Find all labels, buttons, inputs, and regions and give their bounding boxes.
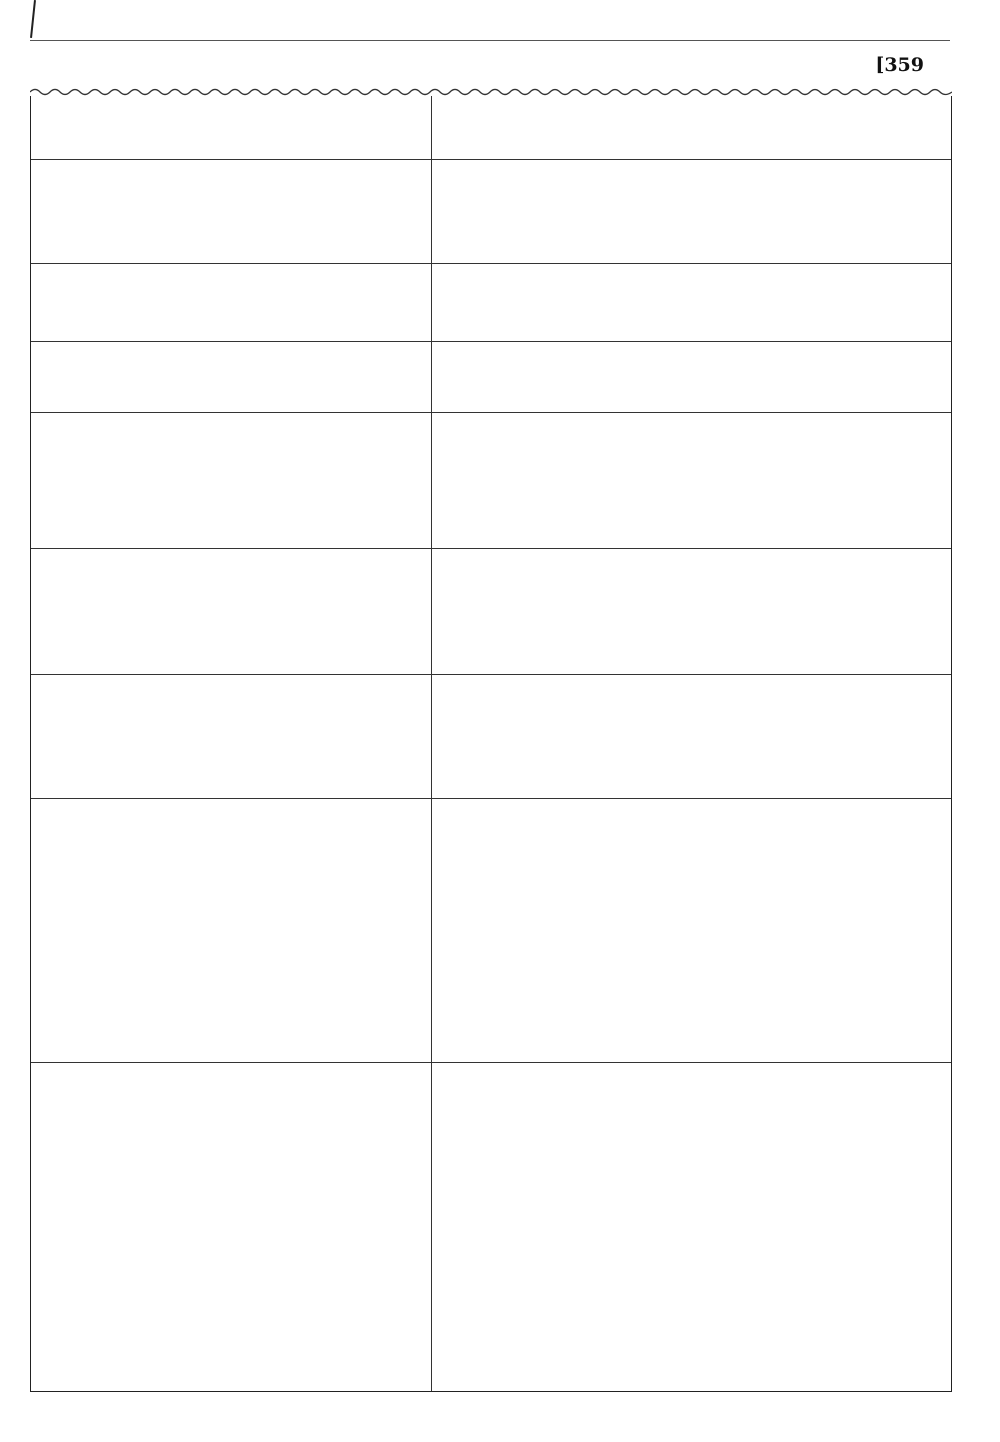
row-divider	[31, 159, 951, 160]
top-rule	[30, 40, 950, 41]
row-divider	[31, 263, 951, 264]
row-divider	[31, 1062, 951, 1063]
statistics-table	[30, 96, 952, 1392]
page-number: [359	[875, 54, 924, 76]
page-header	[30, 48, 952, 90]
row-divider	[31, 341, 951, 342]
row-divider	[31, 674, 951, 675]
scan-edge-mark	[30, 0, 36, 38]
row-divider	[31, 412, 951, 413]
row-divider	[31, 548, 951, 549]
row-divider	[31, 798, 951, 799]
column-divider	[431, 96, 432, 1391]
